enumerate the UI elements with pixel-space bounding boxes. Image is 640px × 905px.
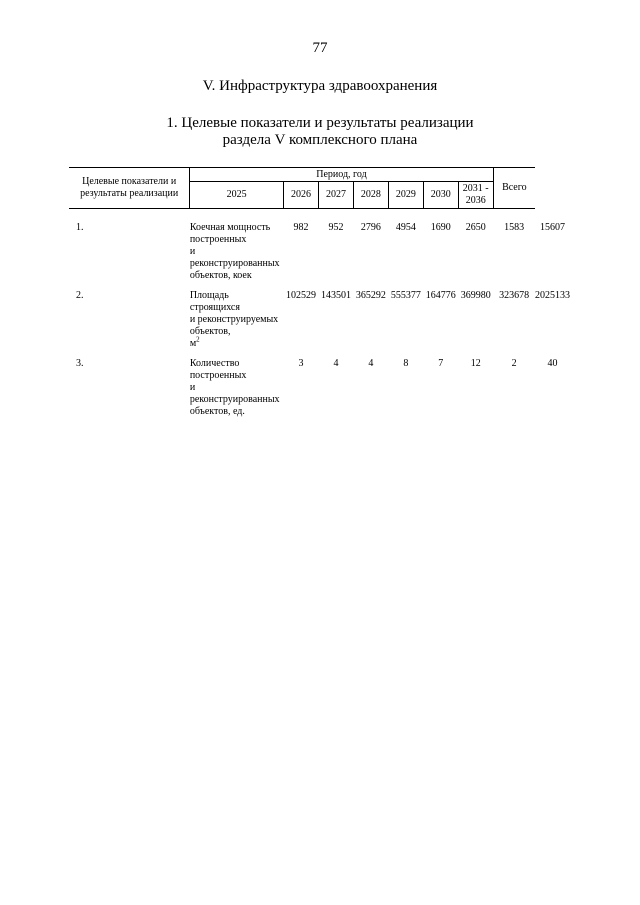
table-row [69, 222, 570, 290]
table-subtitle [0, 115, 640, 149]
row-number: 2. [76, 290, 84, 301]
cell-value: 4 [333, 358, 339, 369]
row-name-line: Площадь строящихся [189, 290, 240, 313]
header-year: 2027 [318, 182, 353, 209]
table-header [69, 168, 570, 209]
table-body [69, 209, 570, 427]
cell-value: 4954 [395, 222, 416, 233]
cell-value: 143501 [320, 290, 351, 301]
header-year: 2026 [284, 182, 319, 209]
cell-total: 2025133 [535, 290, 570, 301]
header-indicator-name: Целевые показатели и результаты реализации [69, 168, 190, 209]
row-name-line: объектов, ед. [189, 406, 245, 417]
cell-value: 555377 [390, 290, 421, 301]
row-name-line: построенных [189, 234, 247, 245]
cell-value: 1583 [504, 222, 525, 233]
row-number: 1. [76, 222, 84, 233]
row-indicator-name [190, 222, 284, 290]
cell-value: 323678 [499, 290, 530, 301]
row-indicator-name [190, 290, 284, 358]
header-year: 2028 [353, 182, 388, 209]
header-total: Всего [493, 168, 535, 209]
header-period: Период, год [190, 168, 493, 182]
cell-value: 4 [368, 358, 374, 369]
page-number: 77 [312, 40, 328, 56]
cell-value: 1690 [430, 222, 451, 233]
cell-value: 369980 [460, 290, 491, 301]
row-name-line: и реконструируемых объектов, [189, 314, 279, 337]
header-year: 2031 - 2036 [458, 182, 493, 209]
cell-value: 8 [403, 358, 409, 369]
cell-value: 365292 [355, 290, 386, 301]
table-row [69, 290, 570, 358]
row-name-unit [189, 335, 280, 350]
cell-value: 102529 [286, 290, 317, 301]
row-name-line: и реконструированных [189, 382, 280, 405]
subtitle-line-1: 1. Целевые показатели и результаты реализации [166, 115, 474, 131]
row-number: 3. [76, 358, 84, 369]
header-year: 2029 [388, 182, 423, 209]
cell-value: 2650 [465, 222, 486, 233]
cell-value: 2796 [360, 222, 381, 233]
cell-value: 982 [293, 222, 309, 233]
cell-total: 15607 [540, 222, 565, 233]
cell-value: 12 [470, 358, 481, 369]
header-year: 2025 [190, 182, 284, 209]
row-name-line: Коечная мощность [189, 222, 271, 233]
row-name-line: объектов, коек [189, 270, 252, 281]
cell-value: 2 [511, 358, 517, 369]
unit-superscript: 2 [196, 335, 200, 344]
header-year: 2030 [423, 182, 458, 209]
row-name-line: м [189, 338, 197, 349]
indicators-table [69, 167, 570, 426]
cell-value: 952 [328, 222, 344, 233]
cell-value: 3 [298, 358, 304, 369]
section-title: V. Инфраструктура здравоохранения [202, 78, 438, 94]
subtitle-line-2: раздела V комплексного плана [222, 132, 418, 148]
cell-value: 164776 [425, 290, 456, 301]
table-row [69, 358, 570, 426]
row-name-line: и реконструированных [189, 246, 280, 269]
row-name-line: Количество построенных [189, 358, 247, 381]
cell-value: 7 [438, 358, 444, 369]
cell-total: 40 [547, 358, 558, 369]
row-indicator-name [190, 358, 284, 426]
